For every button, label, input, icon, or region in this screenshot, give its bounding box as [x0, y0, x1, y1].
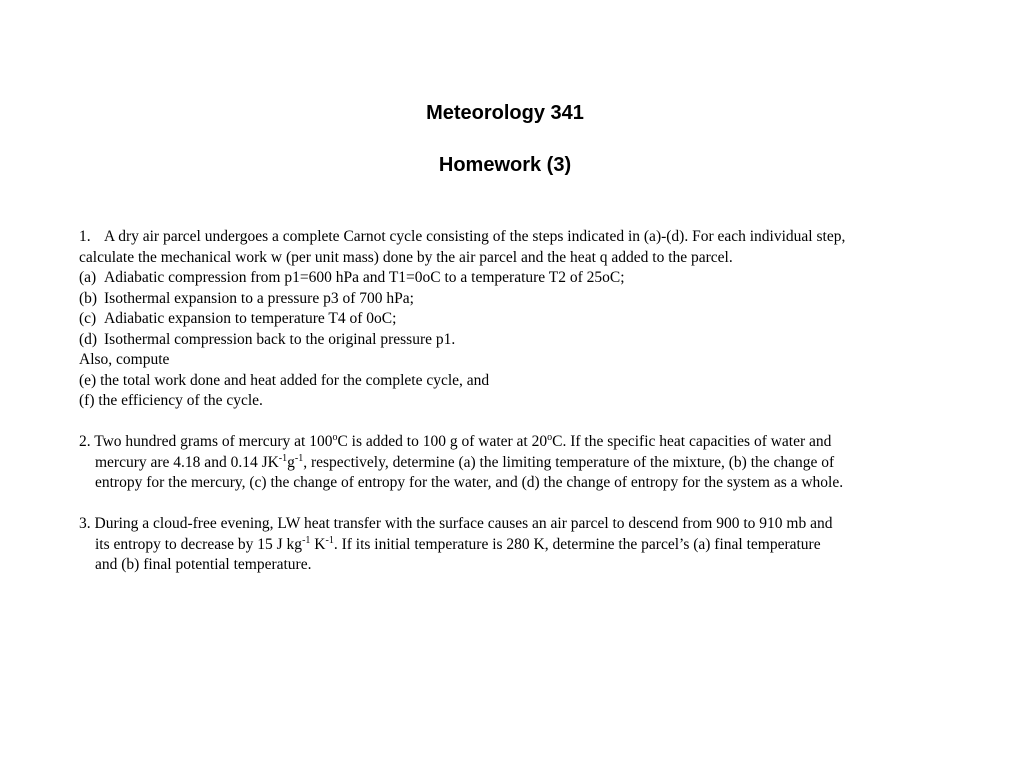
q1-step-c-label: (c)	[79, 310, 97, 327]
spacer	[79, 494, 949, 515]
q3-line-3: and (b) final potential temperature.	[95, 556, 312, 573]
q1-step-b	[79, 289, 949, 310]
q1-step-a-label: (a)	[79, 269, 97, 286]
q2-exponent-1: -1	[278, 452, 288, 464]
q1-intro-line-2: calculate the mechanical work w (per unit mass) done by the air parcel and the heat q added to the parcel.	[79, 248, 733, 266]
question-3	[79, 514, 949, 576]
q3-exponent-2: -1	[325, 534, 334, 546]
q1-step-b-text: Isothermal expansion to a pressure p3 of 700 hPa;	[104, 289, 414, 307]
q2-l2-a: mercury are 4.18 and 0.14 JK	[95, 453, 279, 471]
q2-line-3: entropy for the mercury, (c) the change of entropy for the water, and (d) the change of entropy for the system as a whole.	[95, 474, 844, 491]
q3-line-2	[79, 535, 949, 556]
q1-intro-text-1: A dry air parcel undergoes a complete Carnot cycle consisting of the steps indicated in (a)-(d). For each individual step,	[104, 228, 846, 245]
q1-step-c-text: Adiabatic expansion to temperature T4 of 0oC;	[104, 310, 397, 327]
q2-l2-b: g	[287, 453, 295, 471]
q1-intro-line-1	[79, 227, 949, 248]
q2-exponent-2: -1	[294, 452, 304, 464]
q3-line-1: 3. During a cloud-free evening, LW heat transfer with the surface causes an air parcel to descend from 900 to 910 mb and	[79, 515, 833, 532]
q3-l2-b: K	[310, 535, 326, 553]
q1-step-a-text: Adiabatic compression from p1=600 hPa and T1=0oC to a temperature T2 of 25oC;	[104, 269, 625, 286]
spacer	[79, 412, 949, 433]
q1-step-d	[79, 330, 949, 351]
q1-step-c	[79, 309, 949, 330]
q2-degree-sup-1: o	[332, 431, 338, 443]
q2-l2-c: , respectively, determine (a) the limiting temperature of the mixture, (b) the change of	[303, 453, 835, 471]
homework-body	[79, 227, 949, 576]
q1-also: Also, compute	[79, 351, 170, 368]
q2-l1-c: C. If the specific heat capacities of water and	[552, 433, 832, 450]
q1-part-f: (f) the efficiency of the cycle.	[79, 392, 263, 409]
q1-step-b-label: (b)	[79, 289, 98, 307]
q2-l1-b: C is added to 100 g of water at 20	[337, 433, 548, 450]
q1-step-d-text: Isothermal compression back to the original pressure p1.	[104, 330, 456, 348]
q1-step-d-label: (d)	[79, 330, 98, 348]
q1-part-e: (e) the total work done and heat added for the complete cycle, and	[79, 371, 490, 389]
q2-degree-sup-2: o	[547, 431, 553, 443]
q1-number: 1.	[79, 228, 91, 245]
question-1	[79, 227, 949, 412]
q3-l2-a: its entropy to decrease by 15 J kg	[95, 535, 303, 553]
q2-l1-a: 2. Two hundred grams of mercury at 100	[79, 433, 333, 450]
question-2	[79, 432, 949, 494]
q2-line-1	[79, 432, 949, 453]
homework-title: Homework (3)	[438, 154, 572, 176]
q3-exponent-1: -1	[302, 534, 311, 546]
q3-l2-c: . If its initial temperature is 280 K, determine the parcel’s (a) final temperature	[333, 535, 821, 553]
q2-line-2	[79, 453, 949, 474]
course-title: Meteorology 341	[426, 102, 584, 124]
q1-step-a	[79, 268, 949, 289]
